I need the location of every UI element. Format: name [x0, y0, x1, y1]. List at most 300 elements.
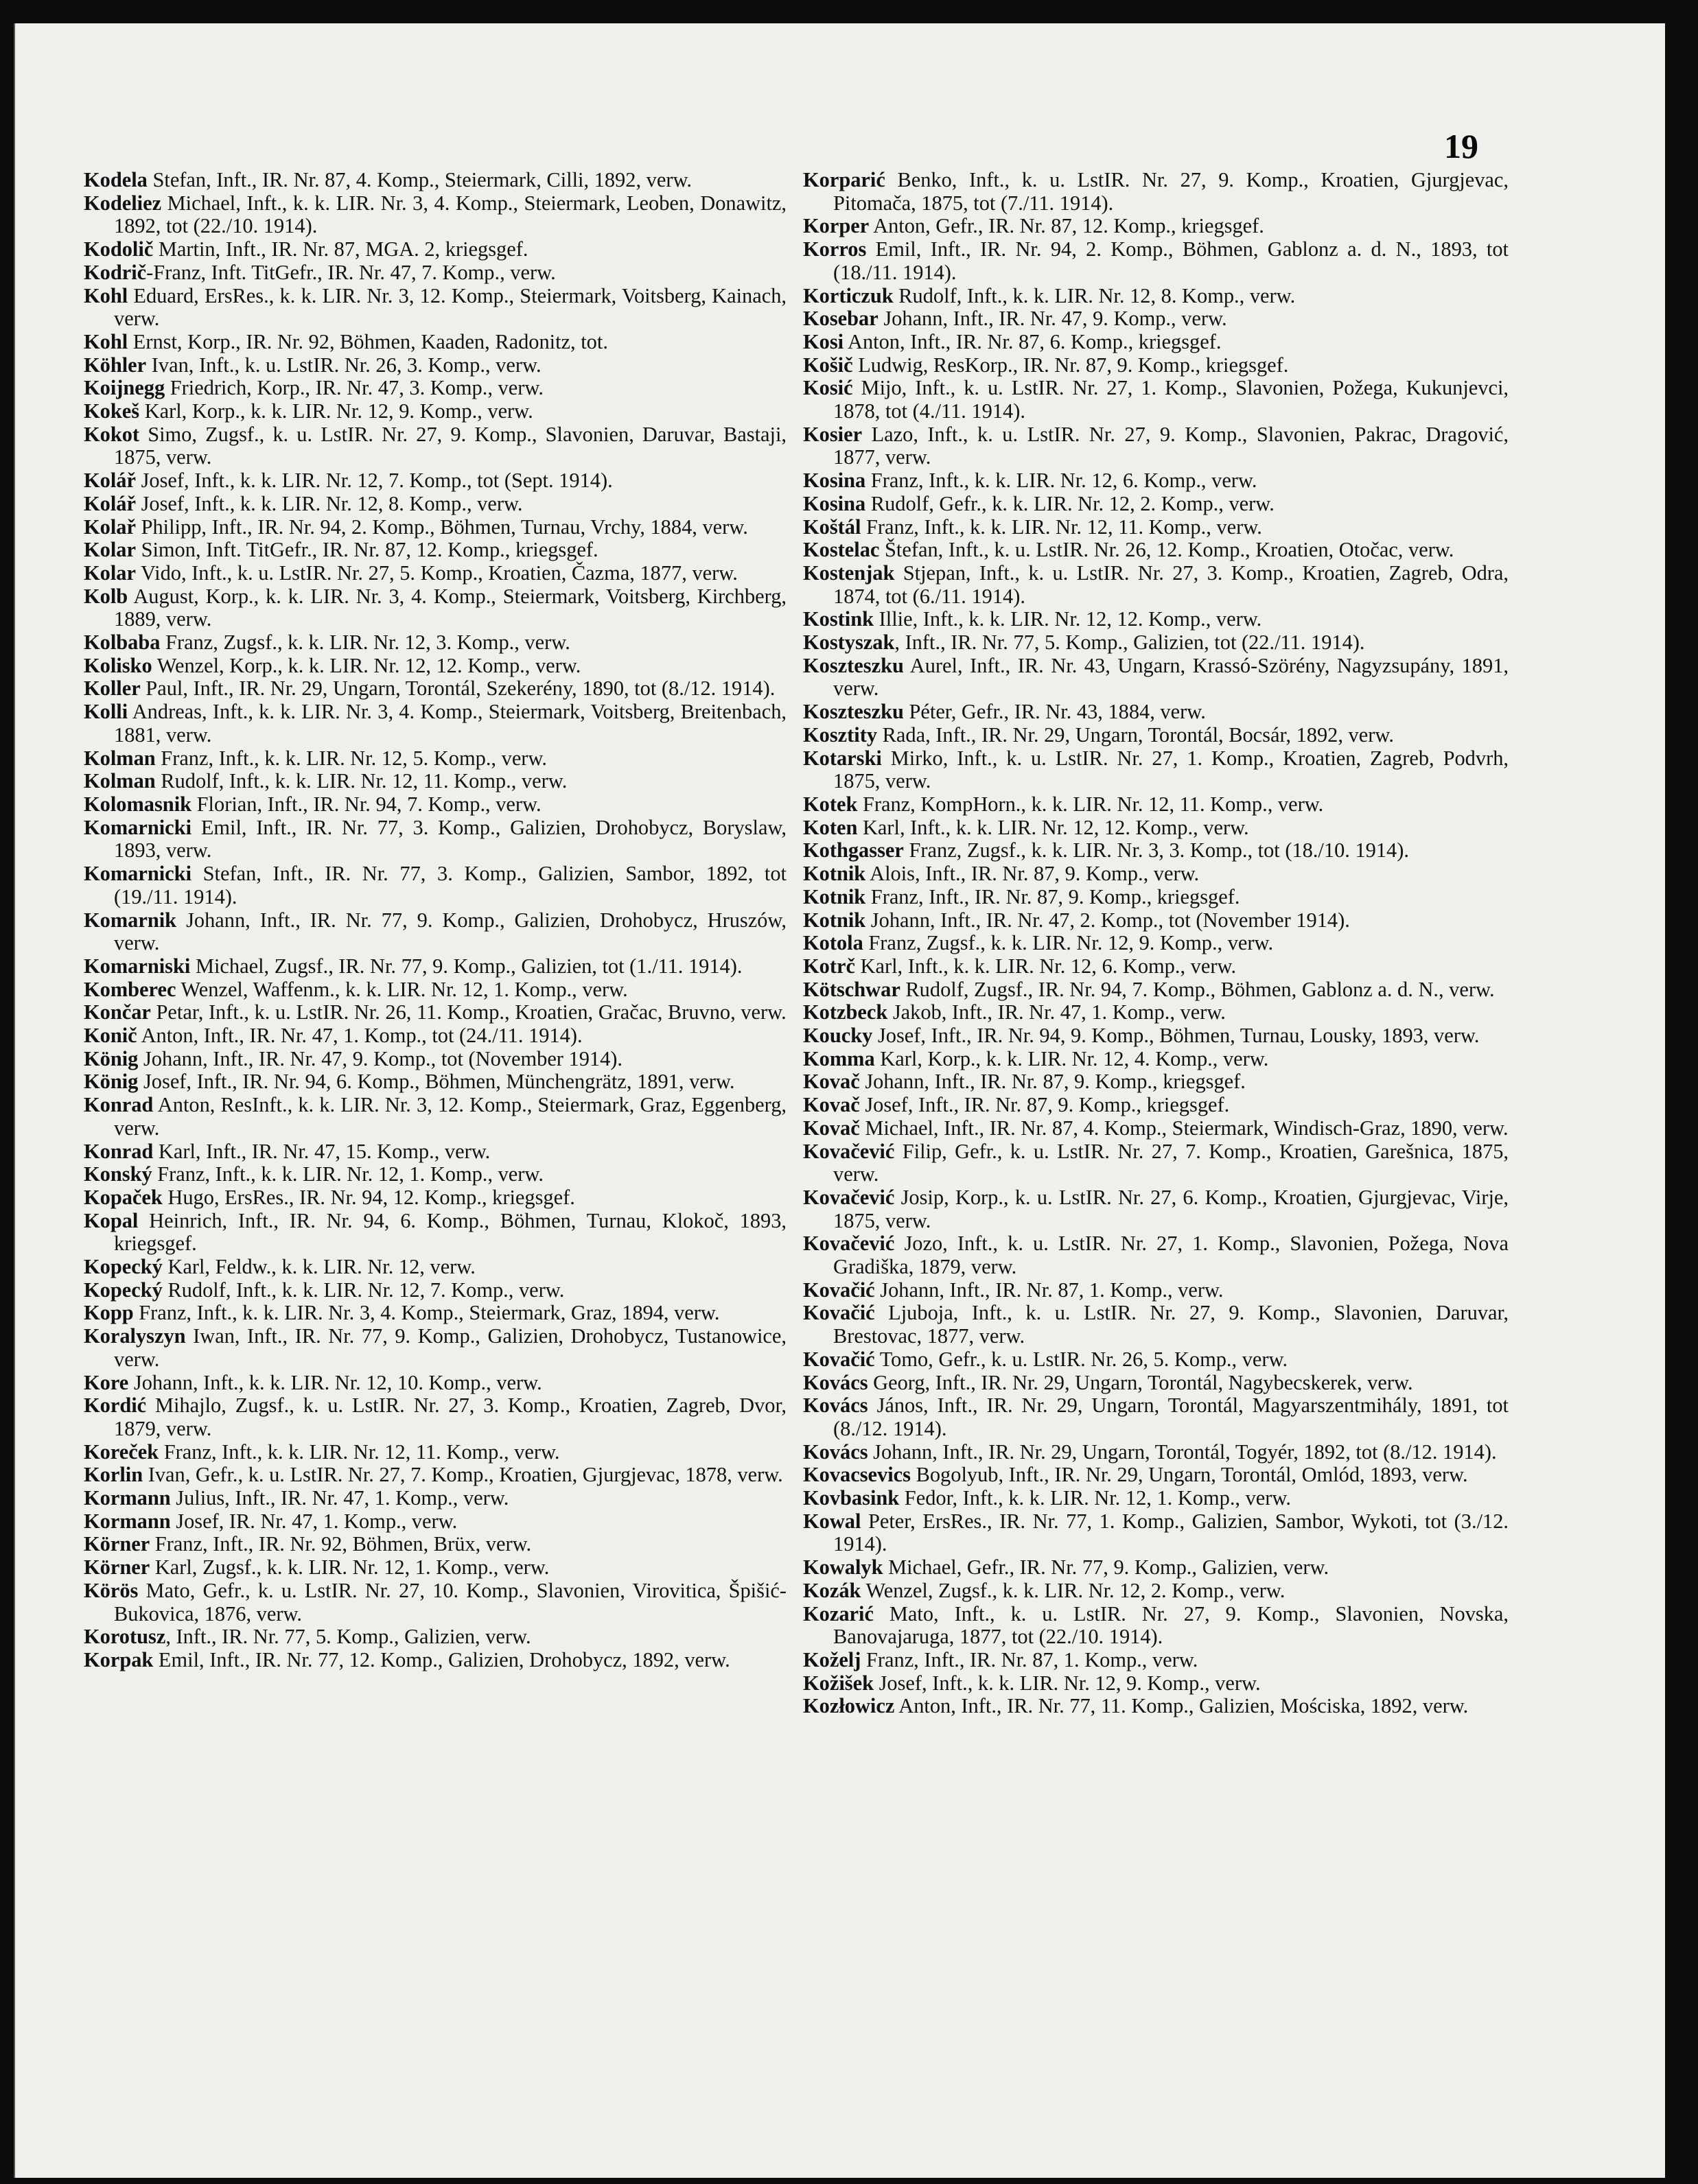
register-entry — [803, 307, 1509, 331]
register-entry — [803, 1279, 1509, 1302]
entry-surname: König — [84, 1070, 139, 1094]
entry-surname: Kore — [84, 1370, 129, 1394]
entry-surname: Kopal — [84, 1208, 139, 1232]
register-entry — [84, 1001, 787, 1024]
register-entry — [803, 1394, 1509, 1440]
register-entry — [84, 1094, 787, 1140]
register-entry — [803, 354, 1509, 377]
entry-surname: Kovač — [803, 1116, 860, 1140]
register-entry — [84, 261, 787, 285]
entry-details: Ludwig, ResKorp., IR. Nr. 87, 9. Komp., kriegsgef. — [852, 353, 1289, 377]
register-entry — [803, 1487, 1509, 1510]
register-entry — [803, 1186, 1509, 1232]
entry-surname: Kovačić — [803, 1278, 875, 1302]
register-entry — [84, 516, 787, 539]
register-entry — [803, 423, 1509, 469]
entry-details: Simon, Inft. TitGefr., IR. Nr. 87, 12. Komp., kriegsgef. — [135, 538, 598, 562]
entry-surname: Košič — [803, 353, 853, 377]
entry-surname: Kotnik — [803, 862, 866, 886]
register-entry — [84, 1510, 787, 1534]
register-entry — [84, 1533, 787, 1556]
entry-surname: Kothgasser — [803, 838, 904, 862]
register-entry — [84, 1325, 787, 1371]
entry-surname: Kosina — [803, 491, 866, 515]
entry-details: Johann, Inft., IR. Nr. 87, 1. Komp., verw. — [874, 1278, 1224, 1302]
register-entry — [803, 655, 1509, 701]
entry-details: Julius, Inft., IR. Nr. 47, 1. Komp., verw. — [170, 1486, 509, 1510]
register-entry — [803, 1302, 1509, 1348]
entry-details: Illie, Inft., k. k. LIR. Nr. 12, 12. Komp., verw. — [874, 607, 1262, 631]
entry-surname: Kovačević — [803, 1139, 895, 1163]
entry-details: Emil, Inft., IR. Nr. 77, 3. Komp., Galizien, Drohobycz, Boryslaw, 1893, verw. — [114, 815, 787, 862]
entry-surname: Kolman — [84, 769, 156, 793]
entry-surname: Kolbaba — [84, 631, 161, 655]
entry-details: Mirko, Inft., k. u. LstIR. Nr. 27, 1. Komp., Kroatien, Zagreb, Podvrh, 1875, verw. — [833, 746, 1509, 793]
register-entry — [84, 1487, 787, 1510]
entry-surname: Komarniski — [84, 954, 191, 978]
entry-surname: Koucky — [803, 1024, 873, 1048]
entry-details: Jakob, Inft., IR. Nr. 47, 1. Komp., verw. — [887, 1000, 1226, 1024]
register-entry — [803, 839, 1509, 862]
entry-surname: Koralyszyn — [84, 1324, 186, 1348]
register-entry — [84, 1140, 787, 1164]
entry-details: Michael, Zugsf., IR. Nr. 77, 9. Komp., Galizien, tot (1./11. 1914). — [190, 954, 743, 978]
entry-details: Fedor, Inft., k. k. LIR. Nr. 12, 1. Komp., verw. — [899, 1486, 1291, 1510]
entry-details: Benko, Inft., k. u. LstIR. Nr. 27, 9. Komp., Kroatien, Gjurgjevac, Pitomača, 1875, tot (7./11. 1914). — [833, 168, 1509, 215]
entry-details: Franz, Inft., k. k. LIR. Nr. 12, 11. Komp., verw. — [159, 1440, 560, 1464]
register-entry — [803, 215, 1509, 238]
entry-surname: Kosier — [803, 422, 863, 446]
entry-details: Karl, Feldw., k. k. LIR. Nr. 12, verw. — [162, 1255, 476, 1279]
register-entry — [803, 701, 1509, 724]
entry-surname: Kotnik — [803, 908, 866, 932]
register-entry — [84, 493, 787, 516]
register-entry — [84, 793, 787, 817]
entry-details: Mijo, Inft., k. u. LstIR. Nr. 27, 1. Komp., Slavonien, Požega, Kukunjevci, 1878, tot (4./11. 1914). — [833, 376, 1509, 423]
register-entry — [803, 238, 1509, 284]
entry-details: Rudolf, Inft., k. k. LIR. Nr. 12, 7. Komp., verw. — [162, 1278, 565, 1302]
entry-surname: Konrad — [84, 1139, 154, 1163]
register-entry — [803, 1603, 1509, 1649]
entry-details: Johann, Inft., IR. Nr. 47, 9. Komp., tot (November 1914). — [138, 1046, 623, 1070]
entry-details: Franz, Inft., k. k. LIR. Nr. 3, 4. Komp., Steiermark, Graz, 1894, verw. — [133, 1301, 720, 1325]
register-entry — [803, 862, 1509, 886]
register-entry — [803, 1232, 1509, 1278]
entry-surname: Kovacsevics — [803, 1463, 911, 1487]
entry-surname: Korotusz — [84, 1625, 166, 1649]
entry-details: Peter, ErsRes., IR. Nr. 77, 1. Komp., Galizien, Sambor, Wykoti, tot (3./12. 1914). — [833, 1509, 1509, 1556]
register-entry — [803, 1024, 1509, 1048]
entry-details: Franz, Zugsf., k. k. LIR. Nr. 12, 3. Komp., verw. — [160, 631, 570, 655]
entry-surname: Kostelac — [803, 538, 880, 562]
entry-details: Alois, Inft., IR. Nr. 87, 9. Komp., verw. — [865, 862, 1200, 886]
entry-surname: Kolman — [84, 746, 156, 770]
entry-details: Franz, Inft., IR. Nr. 87, 1. Komp., verw. — [861, 1648, 1198, 1671]
register-entry — [84, 354, 787, 377]
entry-details: Karl, Inft., IR. Nr. 47, 15. Komp., verw. — [153, 1139, 491, 1163]
register-entry — [84, 955, 787, 978]
entry-details: Josip, Korp., k. u. LstIR. Nr. 27, 6. Komp., Kroatien, Gjurgjevac, Virje, 1875, verw. — [833, 1185, 1509, 1232]
entry-details: Vido, Inft., k. u. LstIR. Nr. 27, 5. Komp., Kroatien, Čazma, 1877, verw. — [135, 561, 738, 585]
entry-details: Martin, Inft., IR. Nr. 87, MGA. 2, kriegsgef. — [153, 237, 528, 261]
register-entry — [803, 169, 1509, 215]
register-page — [14, 23, 1665, 2178]
entry-surname: Koreček — [84, 1440, 159, 1464]
entry-details: Karl, Inft., k. k. LIR. Nr. 12, 6. Komp., verw. — [854, 954, 1237, 978]
register-entry — [84, 1210, 787, 1256]
entry-surname: Kožišek — [803, 1671, 874, 1695]
entry-surname: Kozák — [803, 1578, 861, 1602]
entry-details: Franz, Inft., k. k. LIR. Nr. 12, 5. Komp., verw. — [155, 746, 548, 770]
entry-surname: Kosztity — [803, 723, 878, 747]
entry-details: Jozo, Inft., k. u. LstIR. Nr. 27, 1. Komp., Slavonien, Požega, Nova Gradiška, 1879, verw. — [833, 1232, 1509, 1279]
entry-details: Johann, Inft., IR. Nr. 47, 9. Komp., verw. — [878, 307, 1227, 331]
register-entry — [84, 1625, 787, 1649]
entry-details: Rudolf, Gefr., k. k. LIR. Nr. 12, 2. Komp., verw. — [865, 491, 1275, 515]
register-entry — [803, 1464, 1509, 1487]
left-column — [84, 169, 787, 1672]
entry-details: Josef, Inft., IR. Nr. 94, 6. Komp., Böhmen, Münchengrätz, 1891, verw. — [138, 1070, 735, 1094]
entry-surname: Kotnik — [803, 884, 866, 908]
entry-details: Franz, Inft., k. k. LIR. Nr. 12, 11. Komp., verw. — [861, 515, 1262, 539]
entry-surname: Kolomasnik — [84, 792, 192, 816]
entry-details: Johann, Inft., IR. Nr. 47, 2. Komp., tot (November 1914). — [865, 908, 1350, 932]
entry-details: Rudolf, Inft., k. k. LIR. Nr. 12, 11. Komp., verw. — [155, 769, 568, 793]
entry-surname: Koželj — [803, 1648, 861, 1671]
entry-surname: Kodrič — [84, 260, 147, 284]
register-entry — [84, 978, 787, 1002]
register-entry — [803, 793, 1509, 817]
register-entry — [84, 331, 787, 354]
entry-surname: Korlin — [84, 1463, 143, 1487]
entry-details: Mato, Inft., k. u. LstIR. Nr. 27, 9. Komp., Slavonien, Novska, Banovajaruga, 1877, tot (22./10. 1914). — [833, 1601, 1509, 1649]
register-entry — [84, 1186, 787, 1210]
register-entry — [803, 608, 1509, 631]
entry-surname: Kostink — [803, 607, 874, 631]
entry-details: Florian, Inft., IR. Nr. 94, 7. Komp., verw. — [191, 792, 542, 816]
register-entry — [803, 331, 1509, 354]
entry-surname: Kopp — [84, 1301, 134, 1325]
register-entry — [84, 423, 787, 469]
entry-surname: Kolar — [84, 538, 136, 562]
entry-surname: Kozarić — [803, 1601, 874, 1625]
entry-surname: Körner — [84, 1555, 150, 1580]
entry-surname: Kotola — [803, 931, 863, 955]
register-entry — [84, 1024, 787, 1048]
entry-details: Johann, Inft., IR. Nr. 29, Ungarn, Torontál, Togyér, 1892, tot (8./12. 1914). — [868, 1440, 1497, 1464]
entry-surname: Komma — [803, 1046, 875, 1070]
register-entry — [84, 631, 787, 655]
register-entry — [84, 585, 787, 631]
entry-surname: König — [84, 1046, 139, 1070]
register-entry — [84, 1441, 787, 1464]
entry-details: Wenzel, Waffenm., k. k. LIR. Nr. 12, 1. Komp., verw. — [176, 977, 628, 1001]
entry-surname: Kokeš — [84, 399, 140, 423]
register-entry — [84, 701, 787, 747]
entry-surname: Köhler — [84, 353, 147, 377]
register-entry — [84, 1048, 787, 1071]
entry-details: Hugo, ErsRes., IR. Nr. 94, 12. Komp., kriegsgef. — [162, 1185, 575, 1209]
entry-surname: Kolb — [84, 584, 128, 608]
entry-surname: Koszteszku — [803, 700, 904, 724]
register-entry — [84, 400, 787, 423]
entry-surname: Konrad — [84, 1093, 154, 1117]
register-entry — [803, 285, 1509, 308]
register-entry — [803, 1556, 1509, 1580]
entry-details: , Inft., IR. Nr. 77, 5. Komp., Galizien, verw. — [165, 1625, 531, 1649]
entry-details: Rudolf, Inft., k. k. LIR. Nr. 12, 8. Komp., verw. — [893, 283, 1296, 307]
entry-details: Péter, Gefr., IR. Nr. 43, 1884, verw. — [903, 700, 1206, 724]
entry-details: Aurel, Inft., IR. Nr. 43, Ungarn, Krassó-Szörény, Nagyzsupány, 1891, verw. — [833, 653, 1509, 701]
entry-surname: Kordić — [84, 1394, 147, 1418]
entry-surname: Kovbasink — [803, 1486, 900, 1510]
entry-surname: Kopecký — [84, 1278, 163, 1302]
entry-surname: Koijnegg — [84, 376, 165, 400]
register-entry — [803, 886, 1509, 909]
entry-details: Ljuboja, Inft., k. u. LstIR. Nr. 27, 9. Komp., Slavonien, Daruvar, Brestovac, 1877, verw. — [833, 1301, 1509, 1348]
register-entry — [803, 1695, 1509, 1718]
entry-surname: Kokot — [84, 422, 140, 446]
entry-surname: Kozłowicz — [803, 1694, 895, 1718]
entry-surname: Kowalyk — [803, 1555, 883, 1580]
entry-details: Andreas, Inft., k. k. LIR. Nr. 3, 4. Komp., Steiermark, Voitsberg, Breitenbach, 1881, verw. — [114, 700, 787, 747]
entry-surname: Kovačić — [803, 1301, 875, 1325]
entry-details: Lazo, Inft., k. u. LstIR. Nr. 27, 9. Komp., Slavonien, Pakrac, Dragović, 1877, verw. — [833, 422, 1509, 469]
entry-details: Michael, Inft., k. k. LIR. Nr. 3, 4. Komp., Steiermark, Leoben, Donawitz, 1892, tot (22./10. 1914). — [114, 191, 787, 238]
entry-details: Stefan, Inft., IR. Nr. 87, 4. Komp., Steiermark, Cilli, 1892, verw. — [147, 168, 693, 191]
entry-details: Karl, Inft., k. k. LIR. Nr. 12, 12. Komp., verw. — [857, 815, 1249, 839]
entry-details: Mihajlo, Zugsf., k. u. LstIR. Nr. 27, 3. Komp., Kroatien, Zagreb, Dvor, 1879, verw. — [114, 1394, 787, 1440]
register-entry — [803, 1117, 1509, 1140]
register-entry — [84, 377, 787, 400]
entry-details: János, Inft., IR. Nr. 29, Ungarn, Torontál, Magyarszentmihály, 1891, tot (8./12. 1914). — [833, 1394, 1509, 1440]
entry-details: Simo, Zugsf., k. u. LstIR. Nr. 27, 9. Komp., Slavonien, Daruvar, Bastaji, 1875, verw. — [114, 422, 787, 469]
register-entry — [803, 469, 1509, 493]
register-entry — [803, 1372, 1509, 1395]
entry-details: Anton, Inft., IR. Nr. 87, 6. Komp., kriegsgef. — [844, 329, 1222, 353]
entry-details: Emil, Inft., IR. Nr. 94, 2. Komp., Böhmen, Gablonz a. d. N., 1893, tot (18./11. 1914). — [833, 237, 1509, 284]
entry-details: Franz, Inft., IR. Nr. 92, Böhmen, Brüx, verw. — [150, 1532, 532, 1556]
entry-surname: Komarnicki — [84, 862, 192, 886]
register-entry — [84, 469, 787, 493]
entry-details: Wenzel, Korp., k. k. LIR. Nr. 12, 12. Komp., verw. — [152, 653, 581, 677]
register-entry — [84, 539, 787, 562]
entry-details: Franz, Inft., IR. Nr. 87, 9. Komp., kriegsgef. — [865, 884, 1240, 908]
entry-surname: Körös — [84, 1578, 139, 1602]
entry-surname: Koszteszku — [803, 653, 904, 677]
entry-surname: Kolar — [84, 561, 136, 585]
register-entry — [803, 516, 1509, 539]
entry-surname: Konský — [84, 1162, 152, 1186]
entry-surname: Kohl — [84, 283, 128, 307]
entry-details: Josef, Inft., k. k. LIR. Nr. 12, 8. Komp., verw. — [135, 491, 523, 515]
entry-surname: Koštál — [803, 515, 861, 539]
register-entry — [803, 955, 1509, 978]
entry-surname: Kovačević — [803, 1185, 895, 1209]
entry-details: Štefan, Inft., k. u. LstIR. Nr. 26, 12. Komp., Kroatien, Otočac, verw. — [879, 538, 1454, 562]
register-entry — [803, 377, 1509, 423]
register-entry — [84, 1279, 787, 1302]
entry-details: , Inft., IR. Nr. 77, 5. Komp., Galizien, tot (22./11. 1914). — [894, 631, 1365, 655]
entry-details: Franz, Zugsf., k. k. LIR. Nr. 12, 9. Komp., verw. — [863, 931, 1274, 955]
register-entry — [803, 1140, 1509, 1186]
entry-details: Franz, Zugsf., k. k. LIR. Nr. 3, 3. Komp., tot (18./10. 1914). — [903, 838, 1409, 862]
entry-details: Heinrich, Inft., IR. Nr. 94, 6. Komp., Böhmen, Turnau, Klokoč, 1893, kriegsgef. — [114, 1208, 787, 1256]
register-entry — [84, 1556, 787, 1580]
entry-surname: Koten — [803, 815, 858, 839]
entry-surname: Kostyszak — [803, 631, 895, 655]
entry-surname: Kovács — [803, 1394, 868, 1418]
entry-details: Michael, Gefr., IR. Nr. 77, 9. Komp., Galizien, verw. — [883, 1555, 1329, 1580]
entry-surname: Kolář — [84, 491, 136, 515]
register-entry — [84, 747, 787, 771]
right-column — [803, 169, 1509, 1718]
entry-surname: Konič — [84, 1024, 137, 1048]
entry-details: Ivan, Inft., k. u. LstIR. Nr. 26, 3. Komp., verw. — [146, 353, 542, 377]
register-entry — [84, 862, 787, 908]
entry-details: Karl, Korp., k. k. LIR. Nr. 12, 4. Komp., verw. — [874, 1046, 1269, 1070]
register-entry — [84, 285, 787, 331]
entry-surname: Končar — [84, 1000, 151, 1024]
entry-details: Franz, Inft., k. k. LIR. Nr. 12, 6. Komp., verw. — [865, 469, 1257, 493]
entry-details: August, Korp., k. k. LIR. Nr. 3, 4. Komp., Steiermark, Voitsberg, Kirchberg, 1889, verw. — [114, 584, 787, 631]
entry-surname: Kosić — [803, 376, 853, 400]
entry-details: Josef, Inft., IR. Nr. 87, 9. Komp., kriegsgef. — [859, 1093, 1230, 1117]
register-entry — [803, 817, 1509, 840]
entry-surname: Kovačić — [803, 1347, 875, 1371]
register-entry — [803, 724, 1509, 747]
entry-details: Tomo, Gefr., k. u. LstIR. Nr. 26, 5. Komp., verw. — [874, 1347, 1288, 1371]
register-entry — [84, 770, 787, 793]
register-entry — [803, 562, 1509, 608]
entry-details: Johann, Inft., k. k. LIR. Nr. 12, 10. Komp., verw. — [128, 1370, 542, 1394]
entry-surname: Korparić — [803, 168, 885, 191]
entry-surname: Kovács — [803, 1370, 868, 1394]
register-entry — [84, 1302, 787, 1325]
register-entry — [803, 1672, 1509, 1695]
entry-details: Wenzel, Zugsf., k. k. LIR. Nr. 12, 2. Komp., verw. — [861, 1578, 1286, 1602]
register-entry — [84, 1372, 787, 1395]
entry-details: Rada, Inft., IR. Nr. 29, Ungarn, Torontál, Bocsár, 1892, verw. — [877, 723, 1394, 747]
entry-surname: Kolař — [84, 515, 136, 539]
entry-details: Anton, ResInft., k. k. LIR. Nr. 3, 12. Komp., Steiermark, Graz, Eggenberg, verw. — [114, 1093, 787, 1140]
entry-details: Petar, Inft., k. u. LstIR. Nr. 26, 11. Komp., Kroatien, Gračac, Bruvno, verw. — [150, 1000, 787, 1024]
entry-details: Karl, Korp., k. k. LIR. Nr. 12, 9. Komp., verw. — [139, 399, 533, 423]
entry-surname: Kosina — [803, 469, 866, 493]
entry-details: Ivan, Gefr., k. u. LstIR. Nr. 27, 7. Komp., Kroatien, Gjurgjevac, 1878, verw. — [143, 1463, 783, 1487]
entry-details: Bogolyub, Inft., IR. Nr. 29, Ungarn, Torontál, Omlód, 1893, verw. — [910, 1463, 1468, 1487]
entry-details: Johann, Inft., IR. Nr. 77, 9. Komp., Galizien, Drohobycz, Hruszów, verw. — [114, 908, 787, 955]
entry-details: -Franz, Inft. TitGefr., IR. Nr. 47, 7. Komp., verw. — [146, 260, 556, 284]
register-entry — [803, 1580, 1509, 1603]
entry-details: Stjepan, Inft., k. u. LstIR. Nr. 27, 3. Komp., Kroatien, Zagreb, Odra, 1874, tot (6./11. 1914). — [833, 561, 1509, 608]
entry-surname: Kopecký — [84, 1255, 163, 1279]
register-entry — [84, 909, 787, 955]
entry-surname: Kötschwar — [803, 977, 900, 1001]
entry-surname: Kolář — [84, 469, 136, 493]
register-entry — [84, 169, 787, 192]
entry-surname: Kotek — [803, 792, 858, 816]
entry-surname: Kowal — [803, 1509, 861, 1533]
entry-surname: Kotzbeck — [803, 1000, 888, 1024]
register-entry — [84, 1163, 787, 1186]
register-entry — [84, 1070, 787, 1094]
register-entry — [84, 1464, 787, 1487]
entry-details: Michael, Inft., IR. Nr. 87, 4. Komp., Steiermark, Windisch-Graz, 1890, verw. — [859, 1116, 1509, 1140]
entry-details: Franz, KompHorn., k. k. LIR. Nr. 12, 11. Komp., verw. — [857, 792, 1324, 816]
register-entry — [803, 932, 1509, 955]
entry-surname: Kodela — [84, 168, 148, 191]
entry-surname: Kormann — [84, 1486, 171, 1510]
entry-surname: Kolli — [84, 700, 128, 724]
entry-details: Georg, Inft., IR. Nr. 29, Ungarn, Torontál, Nagybecskerek, verw. — [868, 1370, 1413, 1394]
entry-details: Josef, Inft., IR. Nr. 94, 9. Komp., Böhmen, Turnau, Lousky, 1893, verw. — [872, 1024, 1480, 1048]
register-entry — [84, 192, 787, 238]
entry-surname: Kodeliez — [84, 191, 162, 215]
entry-surname: Kosebar — [803, 307, 879, 331]
register-entry — [803, 1070, 1509, 1094]
register-entry — [84, 1649, 787, 1672]
entry-details: Anton, Gefr., IR. Nr. 87, 12. Komp., kriegsgef. — [869, 214, 1264, 238]
entry-surname: Kohl — [84, 329, 128, 353]
register-entry — [803, 909, 1509, 932]
entry-details: Ernst, Korp., IR. Nr. 92, Böhmen, Kaaden, Radonitz, tot. — [128, 329, 608, 353]
entry-surname: Kopaček — [84, 1185, 163, 1209]
register-entry — [803, 1510, 1509, 1556]
entry-surname: Kovács — [803, 1440, 868, 1464]
entry-surname: Koller — [84, 677, 141, 701]
entry-details: Philipp, Inft., IR. Nr. 94, 2. Komp., Böhmen, Turnau, Vrchy, 1884, verw. — [135, 515, 748, 539]
register-entry — [803, 1001, 1509, 1024]
entry-surname: Kotrč — [803, 954, 855, 978]
entry-details: Josef, Inft., k. k. LIR. Nr. 12, 9. Komp., verw. — [873, 1671, 1261, 1695]
entry-surname: Korticzuk — [803, 283, 894, 307]
entry-surname: Kostenjak — [803, 561, 895, 585]
entry-surname: Kotarski — [803, 746, 882, 770]
entry-surname: Körner — [84, 1532, 150, 1556]
entry-details: Josef, Inft., k. k. LIR. Nr. 12, 7. Komp., tot (Sept. 1914). — [135, 469, 613, 493]
register-entry — [84, 562, 787, 585]
register-entry — [803, 1048, 1509, 1071]
register-entry — [84, 677, 787, 701]
register-entry — [84, 1394, 787, 1440]
entry-details: Karl, Zugsf., k. k. LIR. Nr. 12, 1. Komp., verw. — [150, 1555, 550, 1580]
entry-surname: Korper — [803, 214, 870, 238]
entry-details: Eduard, ErsRes., k. k. LIR. Nr. 3, 12. Komp., Steiermark, Voitsberg, Kainach, verw. — [114, 283, 787, 331]
entry-details: Filip, Gefr., k. u. LstIR. Nr. 27, 7. Komp., Kroatien, Garešnica, 1875, verw. — [833, 1139, 1509, 1186]
register-entry — [84, 655, 787, 678]
entry-surname: Kovač — [803, 1093, 860, 1117]
register-entry — [84, 817, 787, 862]
entry-surname: Komberec — [84, 977, 176, 1001]
entry-surname: Kormann — [84, 1509, 171, 1533]
entry-details: Stefan, Inft., IR. Nr. 77, 3. Komp., Galizien, Sambor, 1892, tot (19./11. 1914). — [114, 862, 787, 908]
page-number: 19 — [1444, 127, 1478, 165]
entry-surname: Korpak — [84, 1648, 154, 1671]
register-entry — [803, 539, 1509, 562]
register-entry — [803, 747, 1509, 793]
entry-surname: Kosi — [803, 329, 844, 353]
entry-surname: Komarnik — [84, 908, 177, 932]
register-entry — [803, 493, 1509, 516]
entry-surname: Kovačević — [803, 1232, 895, 1256]
entry-details: Johann, Inft., IR. Nr. 87, 9. Komp., kriegsgef. — [859, 1070, 1246, 1094]
entry-details: Josef, IR. Nr. 47, 1. Komp., verw. — [170, 1509, 458, 1533]
entry-surname: Kodolič — [84, 237, 154, 261]
register-entry — [803, 631, 1509, 655]
entry-details: Emil, Inft., IR. Nr. 77, 12. Komp., Galizien, Drohobycz, 1892, verw. — [153, 1648, 730, 1671]
entry-details: Anton, Inft., IR. Nr. 77, 11. Komp., Galizien, Mościska, 1892, verw. — [894, 1694, 1469, 1718]
